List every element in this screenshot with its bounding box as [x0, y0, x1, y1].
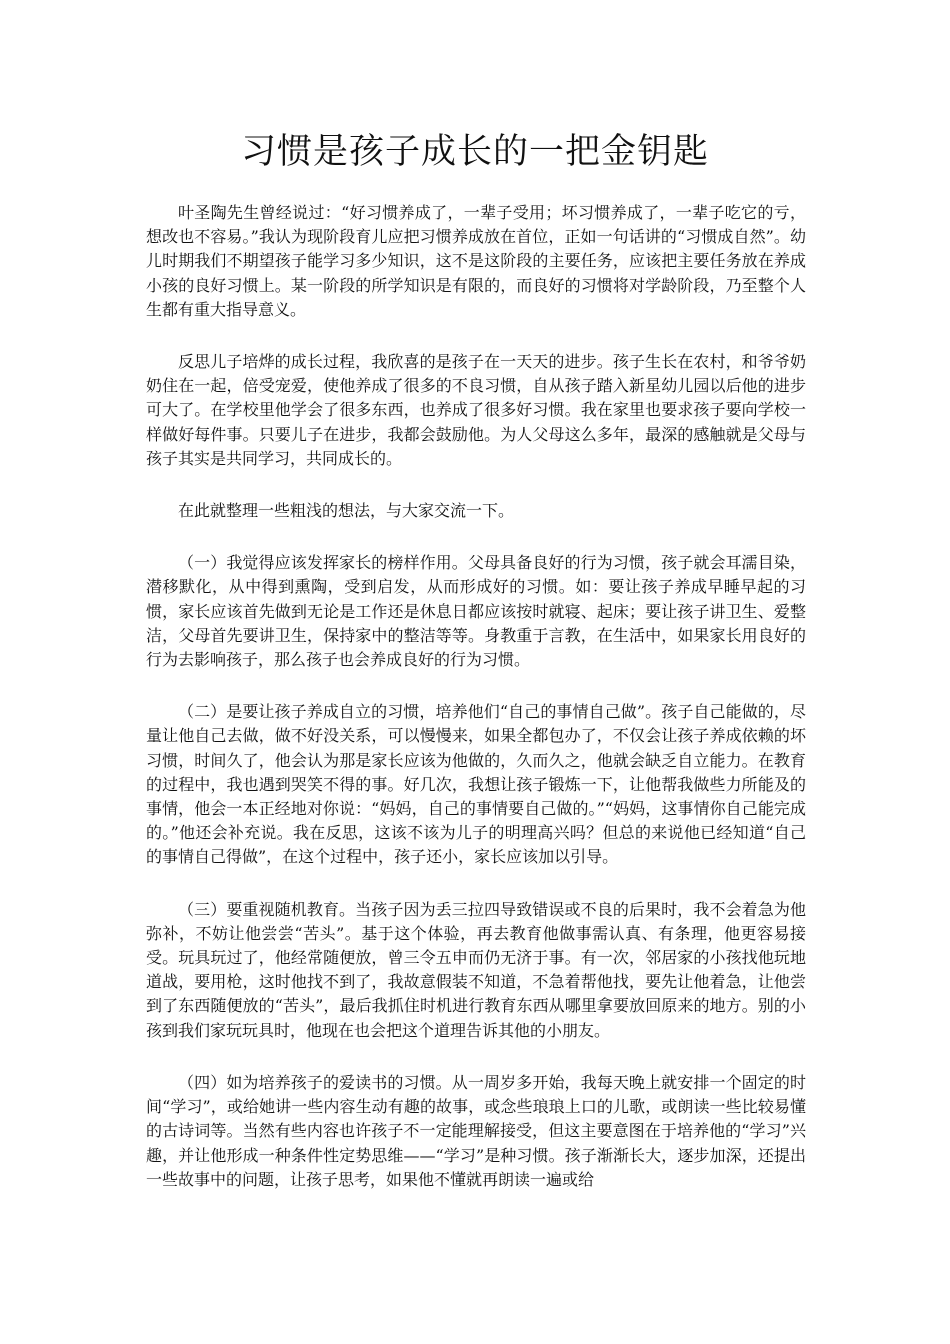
paragraph-point-4: （四）如为培养孩子的爱读书的习惯。从一周岁多开始，我每天晚上就安排一个固定的时间“学习”，或给她讲一些内容生动有趣的故事，或念些琅琅上口的儿歌，或朗读一些比较易懂的古诗词等。当然有些内容也许孩子不一定能理解接受，但这主要意图在于培养他的“学习”兴趣，并让他形成一种条件性定势思维——“学习”是种习惯。孩子渐渐长大，逐步加深，还提出一些故事中的问题，让孩子思考，如果他不懂就再朗读一遍或给 [146, 1072, 806, 1189]
paragraph-point-3: （三）要重视随机教育。当孩子因为丢三拉四导致错误或不良的后果时，我不会着急为他弥补，不妨让他尝尝“苦头”。基于这个体验，再去教育他做事需认真、有条理，他更容易接受。玩具玩过了，他经常随便放，曾三令五申而仍无济于事。有一次，邻居家的小孩找他玩地道战，要用枪，这时他找不到了，我故意假装不知道，不急着帮他找，要先让他着急，让他尝到了东西随便放的“苦头”，最后我抓住时机进行教育东西从哪里拿要放回原来的地方。别的小孩到我们家玩玩具时，他现在也会把这个道理告诉其他的小朋友。 [146, 899, 806, 1040]
paragraph-point-2: （二）是要让孩子养成自立的习惯，培养他们“自己的事情自己做”。孩子自己能做的，尽量让他自己去做，做不好没关系，可以慢慢来，如果全都包办了，不仅会让孩子养成依赖的坏习惯，时间久了，他会认为那是家长应该为他做的，久而久之，他就会缺乏自立能力。在教育的过程中，我也遇到哭笑不得的事。好几次，我想让孩子锻炼一下，让他帮我做些力所能及的事情，他会一本正经地对你说：“妈妈，自己的事情要自己做的。”“妈妈，这事情你自己能完成的。”他还会补充说。我在反思，这该不该为儿子的明理高兴吗？但总的来说他已经知道“自己的事情自己得做”，在这个过程中，孩子还小，家长应该加以引导。 [146, 702, 806, 867]
document-title: 习惯是孩子成长的一把金钥匙 [240, 132, 709, 172]
document-body [146, 201, 806, 1220]
paragraph-intro: 叶圣陶先生曾经说过：“好习惯养成了，一辈子受用；坏习惯养成了，一辈子吃它的亏，想改也不容易。”我认为现阶段育儿应把习惯养成放在首位，正如一句话讲的“习惯成自然”。幼儿时期我们不期望孩子能学习多少知识，这不是这阶段的主要任务，应该把主要任务放在养成小孩的良好习惯上。某一阶段的所学知识是有限的，而良好的习惯将对学龄阶段，乃至整个人生都有重大指导意义。 [146, 203, 806, 319]
paragraph-reflection: 反思儿子培烨的成长过程，我欣喜的是孩子在一天天的进步。孩子生长在农村，和爷爷奶奶住在一起，倍受宠爱，使他养成了很多的不良习惯，自从孩子踏入新星幼儿园以后他的进步可大了。在学校里他学会了很多东西，也养成了很多好习惯。我在家里也要求孩子要向学校一样做好每件事。只要儿子在进步，我都会鼓励他。为人父母这么多年，最深的感触就是父母与孩子其实是共同学习，共同成长的。 [146, 352, 806, 468]
paragraph-transition: 在此就整理一些粗浅的想法，与大家交流一下。 [178, 501, 515, 521]
paragraph-point-1: （一）我觉得应该发挥家长的榜样作用。父母具备良好的行为习惯，孩子就会耳濡目染，潜移默化，从中得到熏陶，受到启发，从而形成好的习惯。如：要让孩子养成早睡早起的习惯，家长应该首先做到无论是工作还是休息日都应该按时就寝、起床；要让孩子讲卫生、爱整洁，父母首先要讲卫生，保持家中的整洁等等。身教重于言教，在生活中，如果家长用良好的行为去影响孩子，那么孩子也会养成良好的行为习惯。 [146, 553, 806, 670]
